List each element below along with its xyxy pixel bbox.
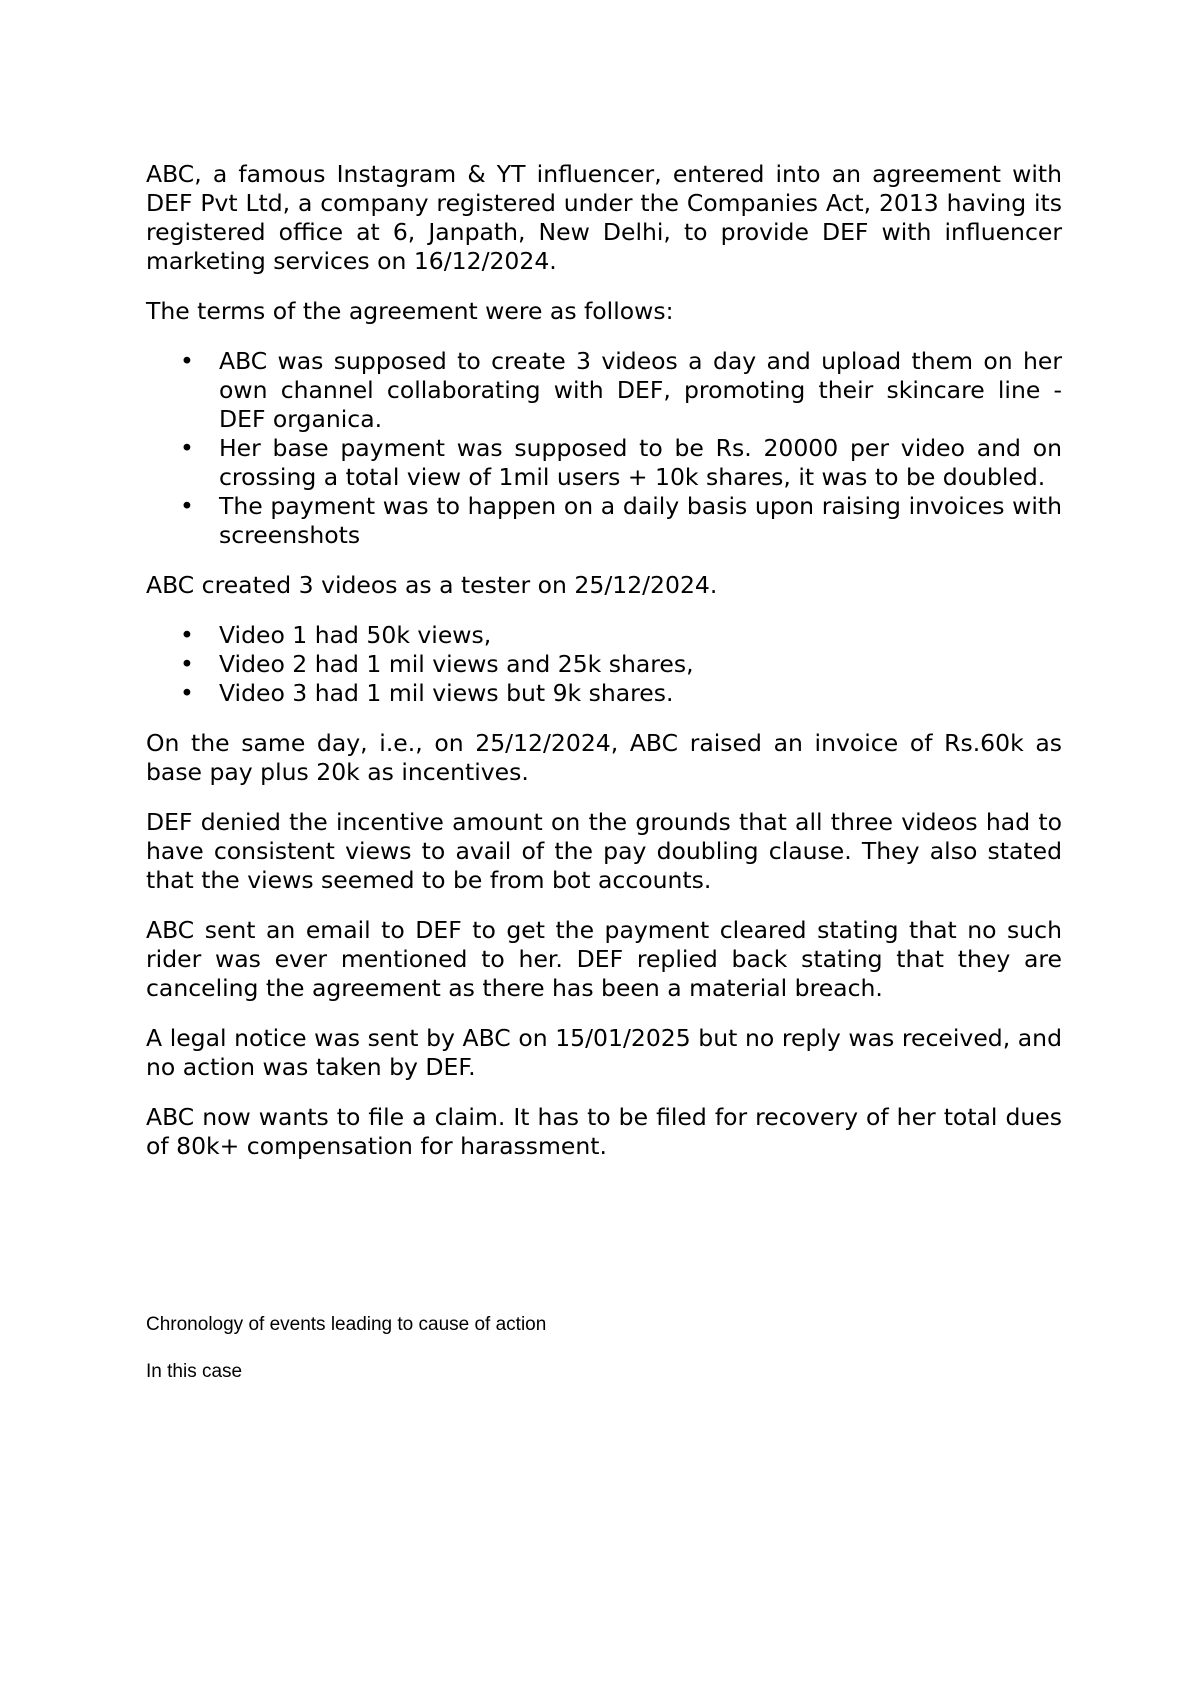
term-text: The payment was to happen on a daily basis upon raising invoices with screenshots bbox=[219, 492, 1062, 549]
bullet-icon: • bbox=[180, 679, 194, 707]
denial-paragraph: DEF denied the incentive amount on the grounds that all three videos had to have consistent views to avail of the pay doubling clause. They also stated that the views seemed to be from bot accounts. bbox=[146, 808, 1062, 894]
bullet-icon: • bbox=[180, 621, 194, 649]
list-item bbox=[146, 492, 1062, 550]
terms-heading: The terms of the agreement were as follows: bbox=[146, 297, 674, 325]
terms-list bbox=[146, 347, 1062, 550]
invoice-paragraph: On the same day, i.e., on 25/12/2024, ABC raised an invoice of Rs.60k as base pay plus 20k as incentives. bbox=[146, 729, 1062, 786]
list-item bbox=[146, 621, 1062, 650]
tester-paragraph: ABC created 3 videos as a tester on 25/12/2024. bbox=[146, 571, 718, 599]
bullet-icon: • bbox=[180, 650, 194, 678]
list-item bbox=[146, 679, 1062, 708]
list-item bbox=[146, 434, 1062, 492]
claim-paragraph: ABC now wants to file a claim. It has to be filed for recovery of her total dues of 80k+ compensation for harassment. bbox=[146, 1103, 1062, 1160]
email-paragraph: ABC sent an email to DEF to get the payment cleared stating that no such rider was ever mentioned to her. DEF replied back stating that they are canceling the agreement as there has been a material breach. bbox=[146, 916, 1062, 1002]
chronology-heading: Chronology of events leading to cause of action bbox=[146, 1314, 547, 1335]
bullet-icon: • bbox=[180, 347, 194, 375]
intro-paragraph: ABC, a famous Instagram & YT influencer, entered into an agreement with DEF Pvt Ltd, a company registered under the Companies Act, 2013 having its registered office at 6, Janpath, New Delhi, to provide DEF with influencer marketing services on 16/12/2024. bbox=[146, 160, 1062, 275]
list-item bbox=[146, 650, 1062, 679]
notice-paragraph: A legal notice was sent by ABC on 15/01/2025 but no reply was received, and no action was taken by DEF. bbox=[146, 1024, 1062, 1081]
bullet-icon: • bbox=[180, 492, 194, 520]
document-body bbox=[146, 160, 1062, 1182]
bullet-icon: • bbox=[180, 434, 194, 462]
video-text: Video 3 had 1 mil views but 9k shares. bbox=[219, 679, 674, 707]
video-text: Video 1 had 50k views, bbox=[219, 621, 492, 649]
videos-list bbox=[146, 621, 1062, 708]
term-text: ABC was supposed to create 3 videos a day and upload them on her own channel collaborating with DEF, promoting their skincare line - DEF organica. bbox=[219, 347, 1062, 433]
term-text: Her base payment was supposed to be Rs. 20000 per video and on crossing a total view of 1mil users + 10k shares, it was to be doubled. bbox=[219, 434, 1062, 491]
in-this-case-text: In this case bbox=[146, 1361, 243, 1382]
list-item bbox=[146, 347, 1062, 434]
video-text: Video 2 had 1 mil views and 25k shares, bbox=[219, 650, 694, 678]
